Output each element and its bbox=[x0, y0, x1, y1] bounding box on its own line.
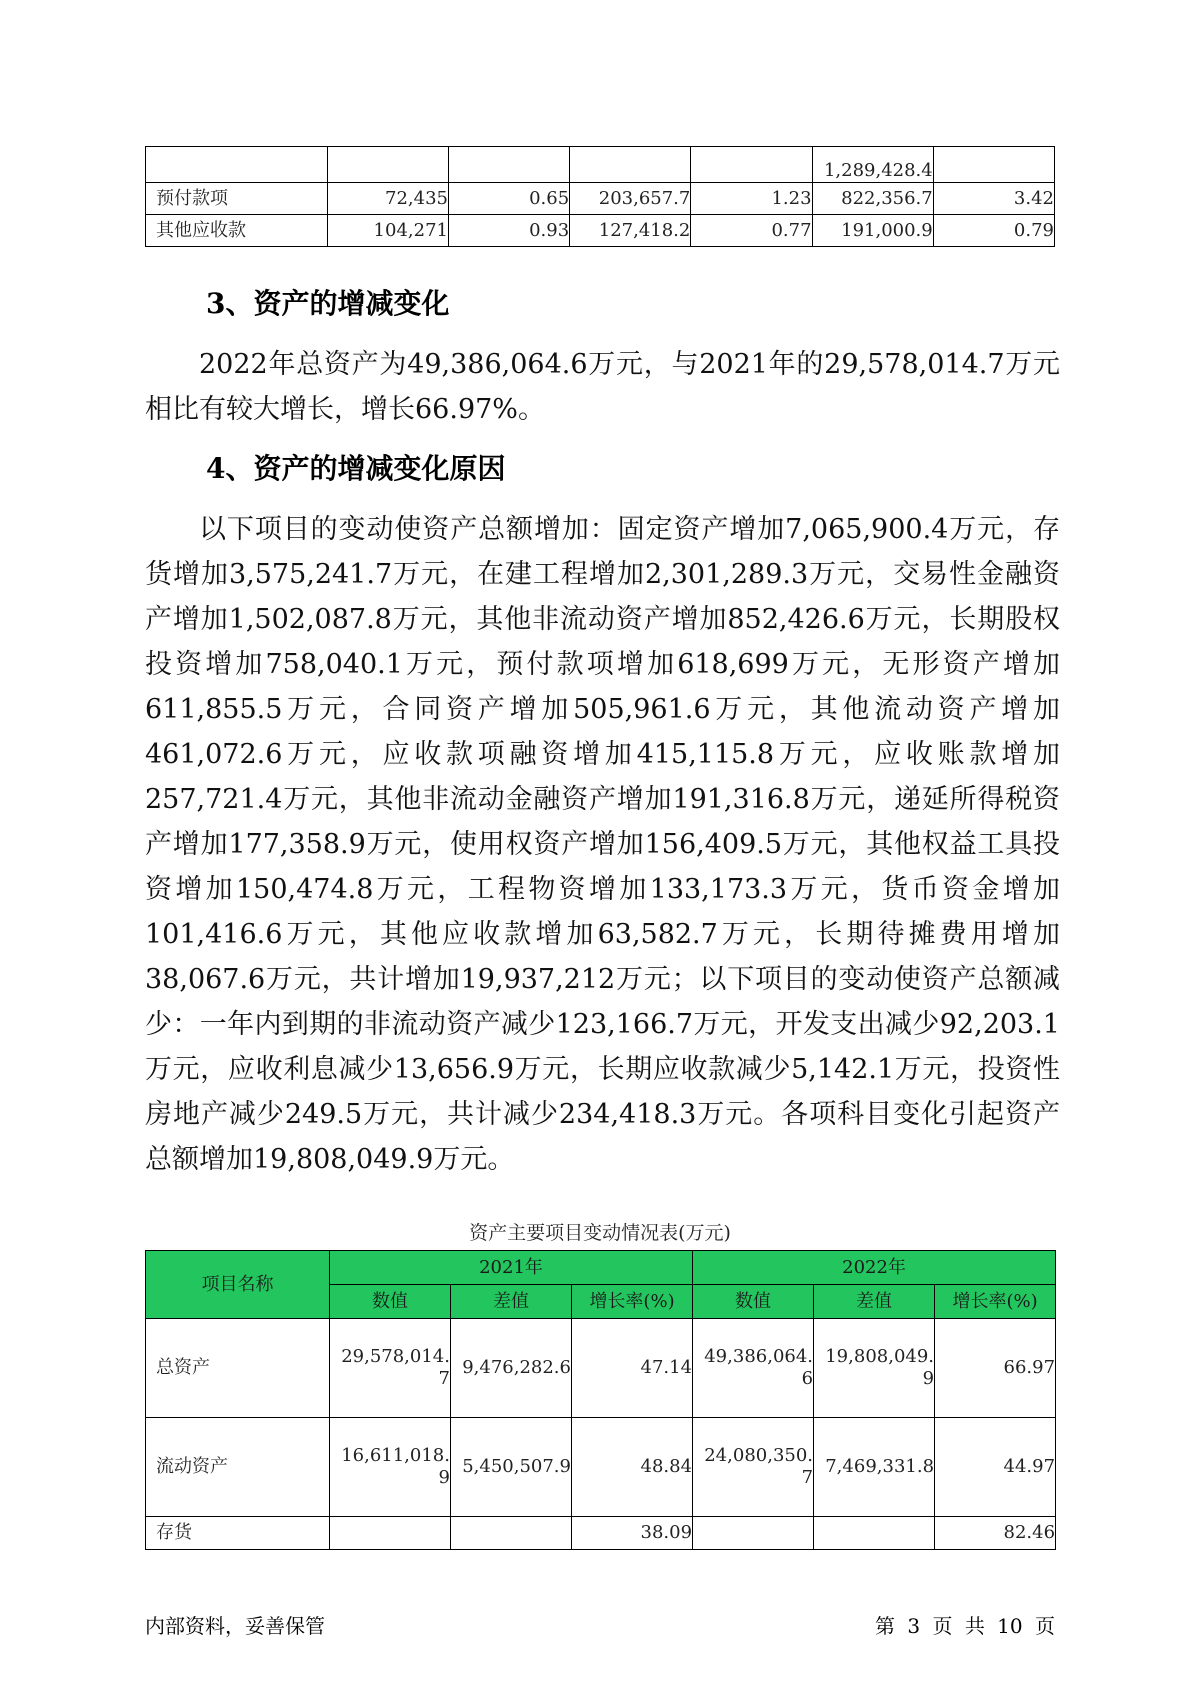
value-cell: 29,578,014.7 bbox=[330, 1319, 451, 1418]
value-cell bbox=[691, 147, 812, 183]
table-row bbox=[146, 183, 1055, 215]
value-cell: 104,271 bbox=[327, 215, 448, 247]
item-name-cell: 预付款项 bbox=[146, 183, 328, 215]
value-cell: 822,356.7 bbox=[812, 183, 933, 215]
table-row bbox=[146, 1517, 1056, 1550]
header-value: 数值 bbox=[330, 1285, 451, 1319]
value-cell bbox=[448, 147, 569, 183]
value-cell: 0.65 bbox=[448, 183, 569, 215]
table-header-row bbox=[146, 1251, 1056, 1285]
table-caption: 资产主要项目变动情况表(万元) bbox=[469, 1222, 731, 1244]
footer-confidential-note: 内部资料，妥善保管 bbox=[145, 1614, 325, 1638]
item-name-cell: 存货 bbox=[146, 1517, 330, 1550]
paragraph-text: 2022年总资产为49,386,064.6万元，与2021年的29,578,014.7万元相比有较大增长，增长66.97%。 bbox=[145, 349, 1060, 425]
header-year-2022: 2022年 bbox=[693, 1251, 1056, 1285]
diff-cell: 7,469,331.8 bbox=[814, 1418, 935, 1517]
value-cell: 1,289,428.4 bbox=[812, 147, 933, 183]
header-year-2021: 2021年 bbox=[330, 1251, 693, 1285]
growth-cell: 44.97 bbox=[935, 1418, 1056, 1517]
item-name-cell: 其他应收款 bbox=[146, 215, 328, 247]
diff-cell bbox=[451, 1517, 572, 1550]
value-cell: 0.77 bbox=[691, 215, 812, 247]
footer-page-number: 第 3 页 共 10 页 bbox=[875, 1614, 1055, 1638]
growth-cell: 82.46 bbox=[935, 1517, 1056, 1550]
value-cell: 72,435 bbox=[327, 183, 448, 215]
section-heading-4: 4、资产的增减变化原因 bbox=[206, 452, 506, 485]
diff-cell bbox=[814, 1517, 935, 1550]
growth-cell: 48.84 bbox=[572, 1418, 693, 1517]
table-row bbox=[146, 147, 1055, 183]
value-cell bbox=[933, 147, 1054, 183]
value-cell: 3.42 bbox=[933, 183, 1054, 215]
growth-cell: 66.97 bbox=[935, 1319, 1056, 1418]
value-cell bbox=[693, 1517, 814, 1550]
item-name-cell: 流动资产 bbox=[146, 1418, 330, 1517]
growth-cell: 38.09 bbox=[572, 1517, 693, 1550]
table-row bbox=[146, 215, 1055, 247]
diff-cell: 5,450,507.9 bbox=[451, 1418, 572, 1517]
header-diff: 差值 bbox=[451, 1285, 572, 1319]
top-data-table bbox=[145, 146, 1055, 247]
value-cell: 0.93 bbox=[448, 215, 569, 247]
value-cell: 203,657.7 bbox=[570, 183, 691, 215]
section-paragraph-3 bbox=[145, 342, 1060, 432]
value-cell: 0.79 bbox=[933, 215, 1054, 247]
value-cell: 16,611,018.9 bbox=[330, 1418, 451, 1517]
header-growth: 增长率(%) bbox=[572, 1285, 693, 1319]
section-heading-3: 3、资产的增减变化 bbox=[206, 287, 450, 320]
diff-cell: 19,808,049.9 bbox=[814, 1319, 935, 1418]
value-cell: 191,000.9 bbox=[812, 215, 933, 247]
header-value: 数值 bbox=[693, 1285, 814, 1319]
asset-change-table bbox=[145, 1250, 1056, 1550]
section-paragraph-4 bbox=[145, 507, 1060, 1182]
item-name-cell bbox=[146, 147, 328, 183]
diff-cell: 9,476,282.6 bbox=[451, 1319, 572, 1418]
value-cell: 127,418.2 bbox=[570, 215, 691, 247]
header-growth: 增长率(%) bbox=[935, 1285, 1056, 1319]
value-cell: 49,386,064.6 bbox=[693, 1319, 814, 1418]
value-cell bbox=[327, 147, 448, 183]
table-row bbox=[146, 1418, 1056, 1517]
table-row bbox=[146, 1319, 1056, 1418]
header-item-name: 项目名称 bbox=[146, 1251, 330, 1319]
value-cell: 1.23 bbox=[691, 183, 812, 215]
item-name-cell: 总资产 bbox=[146, 1319, 330, 1418]
value-cell bbox=[570, 147, 691, 183]
paragraph-text: 以下项目的变动使资产总额增加：固定资产增加7,065,900.4万元，存货增加3,575,241.7万元，在建工程增加2,301,289.3万元，交易性金融资产增加1,502,087.8万元，其他非流动资产增加852,426.6万元，长期股权投资增加758,040.1万元，预付款项增加618,699万元，无形资产增加611,855.5万元，合同资产增加505,961.6万元，其他流动资产增加461,072.6万元，应收款项融资增加415,115.8万元，应收账款增加257,721.4万元，其他非流动金融资产增加191,316.8万元，递延所得税资产增加177,358.9万元，使用权资产增加156,409.5万元，其他权益工具投资增加150,474.8万元，工程物资增加133,173.3万元，货币资金增加101,416.6万元，其他应收款增加63,582.7万元，长期待摊费用增加38,067.6万元，共计增加19,937,212万元；以下项目的变动使资产总额减少：一年内到期的非流动资产减少123,166.7万元，开发支出减少92,203.1万元，应收利息减少13,656.9万元，长期应收款减少5,142.1万元，投资性房地产减少249.5万元，共计减少234,418.3万元。各项科目变化引起资产总额增加19,808,049.9万元。 bbox=[145, 514, 1060, 1175]
value-cell: 24,080,350.7 bbox=[693, 1418, 814, 1517]
value-cell bbox=[330, 1517, 451, 1550]
header-diff: 差值 bbox=[814, 1285, 935, 1319]
growth-cell: 47.14 bbox=[572, 1319, 693, 1418]
